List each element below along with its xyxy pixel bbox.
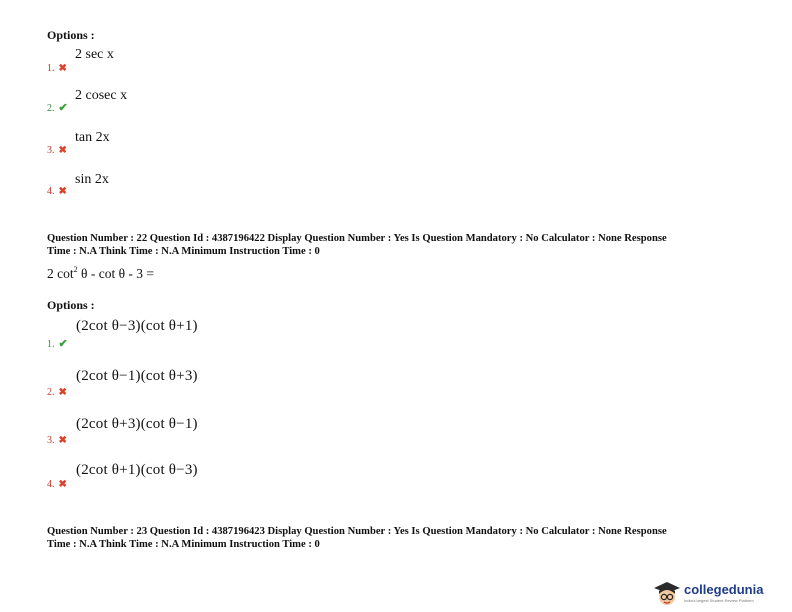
option-number: 1. <box>47 63 55 74</box>
question-text: 2 $\cot^2 \theta$ - cot θ - 3 = <box>47 265 155 281</box>
option-text: tan 2x <box>75 130 110 145</box>
option-4 <box>47 181 67 199</box>
option-1 <box>47 58 67 76</box>
question-meta-line: Question Number : 22 Question Id : 4387196422 Display Question Number : Yes Is Question Mandatory : No Calculator : None Response <box>47 233 667 244</box>
option-text: (2cot θ+1)(cot θ−3) <box>76 462 198 478</box>
option-number: 3. <box>47 435 55 446</box>
option-4 <box>47 474 67 492</box>
option-text: sin 2x <box>75 172 109 187</box>
mascot-icon <box>652 580 682 608</box>
cross-icon: ✖ <box>58 387 67 398</box>
option-text: (2cot θ−3)(cot θ+1) <box>76 318 198 334</box>
option-text: (2cot θ−1)(cot θ+3) <box>76 368 198 384</box>
options-label: Options : <box>47 298 95 312</box>
option-text: 2 cosec x <box>75 88 128 103</box>
option-3 <box>47 140 67 158</box>
option-2 <box>47 98 68 116</box>
brand-tagline: India's largest Student Review Platform <box>684 598 754 603</box>
option-number: 4. <box>47 479 55 490</box>
option-number: 1. <box>47 339 55 350</box>
question-header <box>47 525 757 551</box>
check-icon: ✔ <box>58 102 68 114</box>
collegedunia-logo <box>652 580 788 608</box>
cross-icon: ✖ <box>58 63 67 74</box>
brand-name: collegedunia <box>684 582 764 597</box>
option-number: 3. <box>47 145 55 156</box>
cross-icon: ✖ <box>58 186 67 197</box>
option-1 <box>47 334 68 352</box>
question-header <box>47 232 757 258</box>
option-number: 2. <box>47 103 55 114</box>
question-meta-line: Time : N.A Think Time : N.A Minimum Instruction Time : 0 <box>47 246 320 257</box>
option-text: (2cot θ+3)(cot θ−1) <box>76 416 198 432</box>
options-label: Options : <box>47 28 95 42</box>
cross-icon: ✖ <box>58 479 67 490</box>
option-3 <box>47 430 67 448</box>
option-text: 2 sec x <box>75 47 114 62</box>
option-number: 4. <box>47 186 55 197</box>
cross-icon: ✖ <box>58 145 67 156</box>
question-meta-line: Question Number : 23 Question Id : 4387196423 Display Question Number : Yes Is Question Mandatory : No Calculator : None Response <box>47 526 667 537</box>
option-2 <box>47 382 67 400</box>
question-meta-line: Time : N.A Think Time : N.A Minimum Instruction Time : 0 <box>47 539 320 550</box>
cross-icon: ✖ <box>58 435 67 446</box>
check-icon: ✔ <box>58 338 68 350</box>
option-number: 2. <box>47 387 55 398</box>
